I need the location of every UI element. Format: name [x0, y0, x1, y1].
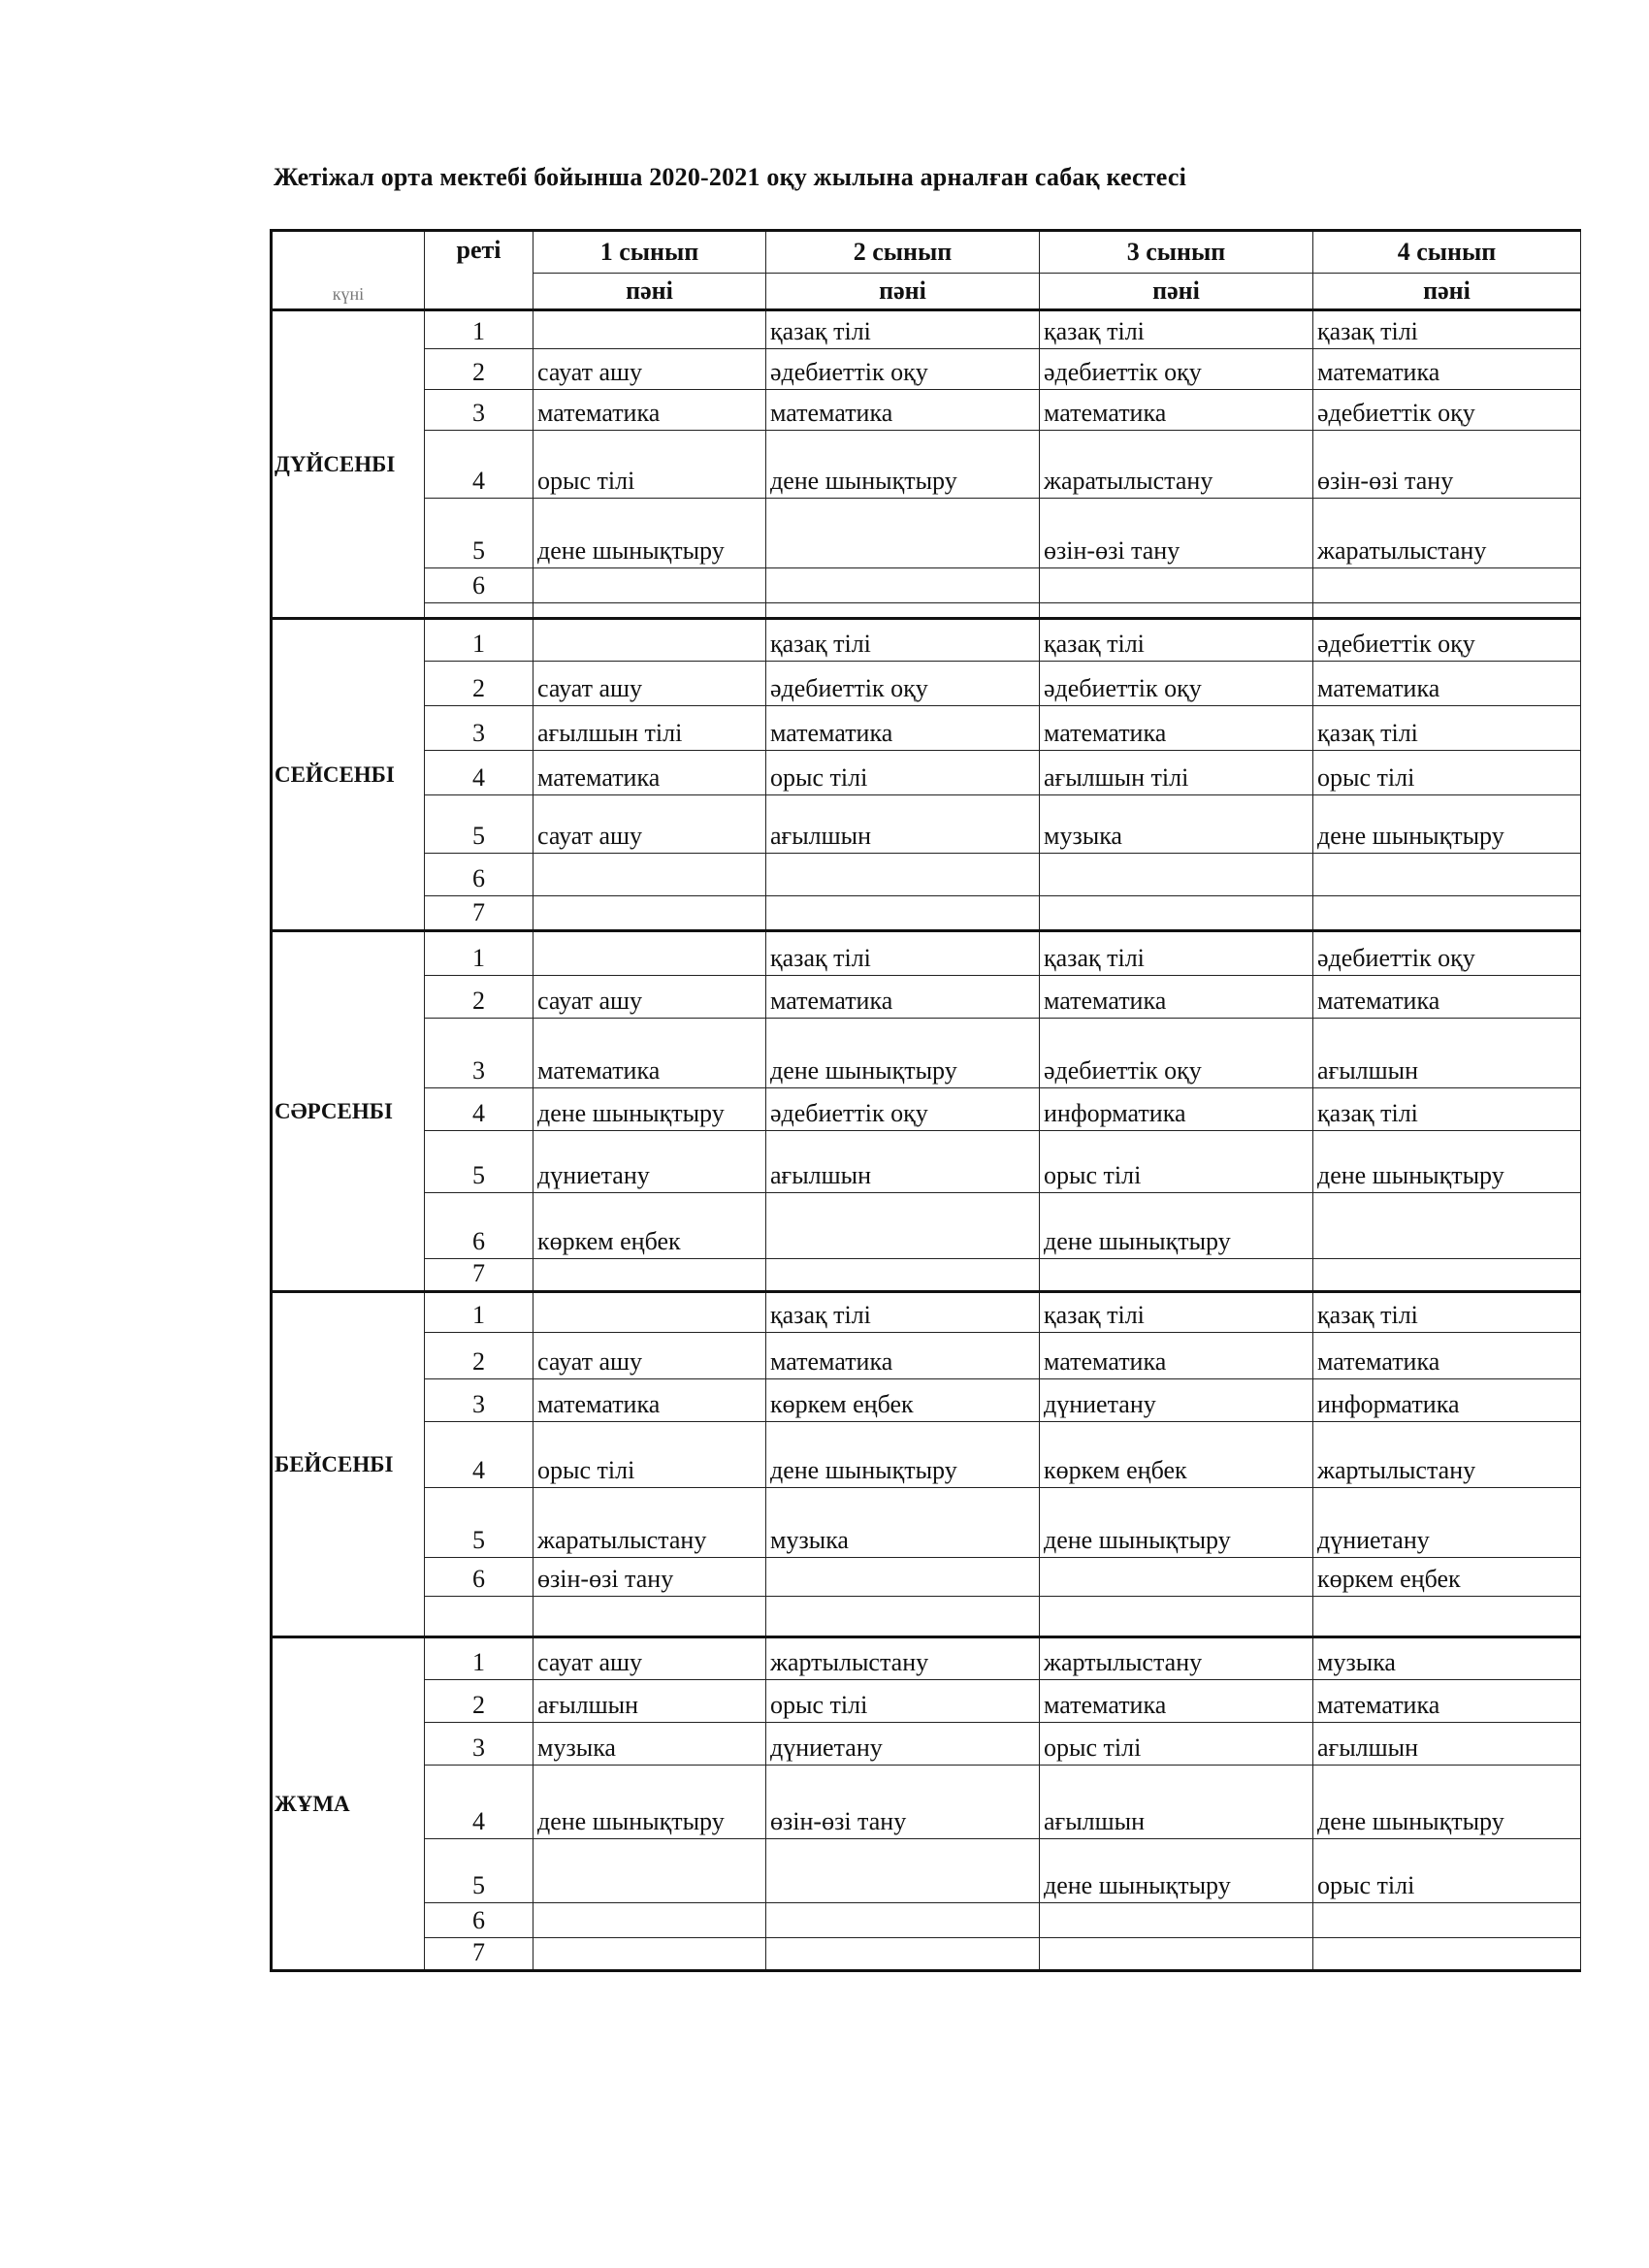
subject-class-4 [1313, 1259, 1581, 1292]
subject-class-1: математика [534, 390, 766, 431]
subject-class-2: жартылыстану [766, 1637, 1040, 1680]
subject-class-1: математика [534, 1379, 766, 1422]
subject-class-2: дене шынықтыру [766, 1019, 1040, 1088]
subject-class-2: орыс тілі [766, 751, 1040, 795]
subject-class-4 [1313, 1903, 1581, 1938]
subject-class-3: жаратылыстану [1040, 431, 1313, 499]
subject-class-1: жаратылыстану [534, 1488, 766, 1558]
subject-class-3: әдебиеттік оқу [1040, 349, 1313, 390]
lesson-number: 3 [425, 1723, 534, 1766]
table-row [272, 310, 1581, 349]
table-row [272, 706, 1581, 751]
subject-class-3 [1040, 854, 1313, 896]
lesson-number: 1 [425, 310, 534, 349]
subject-class-4: әдебиеттік оқу [1313, 390, 1581, 431]
subject-class-4: информатика [1313, 1379, 1581, 1422]
lesson-number: 1 [425, 1637, 534, 1680]
table-row [272, 1723, 1581, 1766]
table-row [272, 1637, 1581, 1680]
table-row [272, 751, 1581, 795]
subject-class-2: математика [766, 1333, 1040, 1379]
subject-class-1: сауат ашу [534, 795, 766, 854]
table-row [272, 1259, 1581, 1292]
table-row [272, 1558, 1581, 1597]
subject-class-4: әдебиеттік оқу [1313, 931, 1581, 976]
subject-class-4: ағылшын [1313, 1019, 1581, 1088]
subject-class-1 [534, 603, 766, 619]
class-2-header: 2 сынып [766, 231, 1040, 274]
subject-class-1: ағылшын тілі [534, 706, 766, 751]
subject-class-4: дүниетану [1313, 1488, 1581, 1558]
subject-class-2 [766, 1259, 1040, 1292]
table-row [272, 390, 1581, 431]
subject-class-3: математика [1040, 706, 1313, 751]
subject-class-1 [534, 1903, 766, 1938]
subject-class-3: дене шынықтыру [1040, 1488, 1313, 1558]
subject-class-2: әдебиеттік оқу [766, 662, 1040, 706]
day-name: ЖҰМА [272, 1637, 425, 1971]
subject-class-1: сауат ашу [534, 1637, 766, 1680]
subject-class-4 [1313, 603, 1581, 619]
subject-header: пәні [1040, 274, 1313, 310]
subject-class-2: музыка [766, 1488, 1040, 1558]
lesson-number: 6 [425, 1193, 534, 1259]
subject-class-1: ағылшын [534, 1680, 766, 1723]
table-row [272, 1766, 1581, 1839]
subject-class-4: қазақ тілі [1313, 310, 1581, 349]
subject-class-1 [534, 1292, 766, 1333]
subject-class-4: жартылыстану [1313, 1422, 1581, 1488]
subject-header: пәні [1313, 274, 1581, 310]
table-row [272, 1333, 1581, 1379]
subject-class-3 [1040, 896, 1313, 931]
subject-class-3: информатика [1040, 1088, 1313, 1131]
class-1-header: 1 сынып [534, 231, 766, 274]
subject-class-4: әдебиеттік оқу [1313, 619, 1581, 662]
table-row [272, 349, 1581, 390]
table-row [272, 1131, 1581, 1193]
subject-class-3: ағылшын [1040, 1766, 1313, 1839]
lesson-number [425, 603, 534, 619]
subject-class-4 [1313, 854, 1581, 896]
table-row [272, 568, 1581, 603]
lesson-number: 1 [425, 1292, 534, 1333]
table-row [272, 854, 1581, 896]
subject-class-4: математика [1313, 1680, 1581, 1723]
table-header [272, 231, 1581, 310]
subject-class-1 [534, 1597, 766, 1637]
table-row [272, 431, 1581, 499]
subject-class-2 [766, 603, 1040, 619]
subject-class-4: математика [1313, 349, 1581, 390]
subject-class-4 [1313, 1193, 1581, 1259]
lesson-number: 2 [425, 1680, 534, 1723]
subject-class-3: ағылшын тілі [1040, 751, 1313, 795]
table-row [272, 1597, 1581, 1637]
table-row [272, 1839, 1581, 1903]
page-title: Жетіжал орта мектебі бойынша 2020-2021 оқу жылына арналған сабақ кестесі [274, 163, 1186, 191]
subject-class-2: қазақ тілі [766, 931, 1040, 976]
subject-class-4: математика [1313, 662, 1581, 706]
table-row [272, 896, 1581, 931]
subject-class-3 [1040, 1259, 1313, 1292]
lesson-number: 6 [425, 568, 534, 603]
subject-class-4 [1313, 568, 1581, 603]
subject-class-1 [534, 310, 766, 349]
table-row [272, 1422, 1581, 1488]
day-name: СЕЙСЕНБІ [272, 619, 425, 931]
lesson-number: 3 [425, 706, 534, 751]
subject-class-3: дене шынықтыру [1040, 1839, 1313, 1903]
subject-class-3: қазақ тілі [1040, 1292, 1313, 1333]
subject-class-1: сауат ашу [534, 349, 766, 390]
table-row [272, 1379, 1581, 1422]
subject-class-2 [766, 1938, 1040, 1971]
subject-class-1: өзін-өзі тану [534, 1558, 766, 1597]
subject-class-1 [534, 854, 766, 896]
subject-class-3: қазақ тілі [1040, 619, 1313, 662]
lesson-number: 2 [425, 349, 534, 390]
lesson-number: 3 [425, 1379, 534, 1422]
table-row [272, 1488, 1581, 1558]
lesson-number: 2 [425, 662, 534, 706]
subject-class-1 [534, 1259, 766, 1292]
subject-class-2: қазақ тілі [766, 310, 1040, 349]
subject-class-2: дене шынықтыру [766, 431, 1040, 499]
subject-class-4: дене шынықтыру [1313, 1131, 1581, 1193]
subject-class-3 [1040, 1938, 1313, 1971]
table-row [272, 1292, 1581, 1333]
subject-header: пәні [534, 274, 766, 310]
subject-class-4: қазақ тілі [1313, 706, 1581, 751]
subject-class-3: қазақ тілі [1040, 931, 1313, 976]
subject-class-1: математика [534, 751, 766, 795]
subject-class-2 [766, 1193, 1040, 1259]
subject-class-3: математика [1040, 1680, 1313, 1723]
lesson-number: 2 [425, 1333, 534, 1379]
table-row [272, 1019, 1581, 1088]
lesson-number: 4 [425, 1422, 534, 1488]
subject-class-3: өзін-өзі тану [1040, 499, 1313, 568]
subject-class-3: әдебиеттік оқу [1040, 1019, 1313, 1088]
subject-class-2 [766, 568, 1040, 603]
subject-class-3 [1040, 603, 1313, 619]
subject-class-4 [1313, 1597, 1581, 1637]
subject-class-1 [534, 1938, 766, 1971]
lesson-number: 3 [425, 390, 534, 431]
subject-class-3: әдебиеттік оқу [1040, 662, 1313, 706]
subject-class-2 [766, 1597, 1040, 1637]
subject-class-2: әдебиеттік оқу [766, 349, 1040, 390]
schedule-body [272, 310, 1581, 1971]
subject-class-3: орыс тілі [1040, 1131, 1313, 1193]
subject-class-2: әдебиеттік оқу [766, 1088, 1040, 1131]
subject-class-4: қазақ тілі [1313, 1088, 1581, 1131]
subject-class-2 [766, 1558, 1040, 1597]
lesson-number: 7 [425, 1259, 534, 1292]
class-3-header: 3 сынып [1040, 231, 1313, 274]
lesson-number: 1 [425, 931, 534, 976]
lesson-number: 3 [425, 1019, 534, 1088]
subject-class-3: математика [1040, 390, 1313, 431]
subject-class-2: математика [766, 706, 1040, 751]
subject-class-4: жаратылыстану [1313, 499, 1581, 568]
subject-class-1 [534, 1839, 766, 1903]
lesson-number: 5 [425, 499, 534, 568]
lesson-number: 6 [425, 1558, 534, 1597]
lesson-number [425, 1597, 534, 1637]
lesson-number: 6 [425, 854, 534, 896]
lesson-number: 2 [425, 976, 534, 1019]
subject-class-2 [766, 1839, 1040, 1903]
subject-class-1: дүниетану [534, 1131, 766, 1193]
subject-header: пәні [766, 274, 1040, 310]
table-row [272, 1680, 1581, 1723]
subject-class-4: қазақ тілі [1313, 1292, 1581, 1333]
subject-class-3: дене шынықтыру [1040, 1193, 1313, 1259]
subject-class-2 [766, 854, 1040, 896]
day-name: ДҮЙСЕНБІ [272, 310, 425, 619]
subject-class-3 [1040, 1903, 1313, 1938]
subject-class-1: орыс тілі [534, 1422, 766, 1488]
subject-class-3: музыка [1040, 795, 1313, 854]
table-row [272, 499, 1581, 568]
table-row [272, 1193, 1581, 1259]
subject-class-4: дене шынықтыру [1313, 1766, 1581, 1839]
day-name: БЕЙСЕНБІ [272, 1292, 425, 1637]
lesson-number: 5 [425, 1839, 534, 1903]
subject-class-4: математика [1313, 976, 1581, 1019]
lesson-number: 7 [425, 896, 534, 931]
subject-class-1: дене шынықтыру [534, 499, 766, 568]
lesson-number: 4 [425, 431, 534, 499]
lesson-number: 7 [425, 1938, 534, 1971]
subject-class-2: дүниетану [766, 1723, 1040, 1766]
subject-class-3 [1040, 1558, 1313, 1597]
order-column-header: реті [425, 231, 534, 310]
subject-class-2: қазақ тілі [766, 619, 1040, 662]
subject-class-1 [534, 896, 766, 931]
day-name: СӘРСЕНБІ [272, 931, 425, 1292]
table-row [272, 619, 1581, 662]
table-row [272, 1903, 1581, 1938]
subject-class-3: көркем еңбек [1040, 1422, 1313, 1488]
subject-class-2: өзін-өзі тану [766, 1766, 1040, 1839]
subject-class-1: сауат ашу [534, 662, 766, 706]
table-row [272, 931, 1581, 976]
subject-class-4: музыка [1313, 1637, 1581, 1680]
subject-class-2: математика [766, 390, 1040, 431]
subject-class-1 [534, 931, 766, 976]
subject-class-2: көркем еңбек [766, 1379, 1040, 1422]
subject-class-2: ағылшын [766, 795, 1040, 854]
subject-class-1: сауат ашу [534, 1333, 766, 1379]
subject-class-2: математика [766, 976, 1040, 1019]
table-row [272, 1088, 1581, 1131]
subject-class-3 [1040, 568, 1313, 603]
table-row [272, 795, 1581, 854]
lesson-number: 4 [425, 1088, 534, 1131]
subject-class-3: орыс тілі [1040, 1723, 1313, 1766]
subject-class-1: орыс тілі [534, 431, 766, 499]
subject-class-3 [1040, 1597, 1313, 1637]
lesson-number: 4 [425, 751, 534, 795]
table-row [272, 1938, 1581, 1971]
subject-class-1 [534, 568, 766, 603]
subject-class-4: орыс тілі [1313, 751, 1581, 795]
lesson-number: 5 [425, 795, 534, 854]
subject-class-4: көркем еңбек [1313, 1558, 1581, 1597]
subject-class-1 [534, 619, 766, 662]
subject-class-4: орыс тілі [1313, 1839, 1581, 1903]
lesson-number: 1 [425, 619, 534, 662]
subject-class-3: жартылыстану [1040, 1637, 1313, 1680]
subject-class-1: математика [534, 1019, 766, 1088]
table-row [272, 662, 1581, 706]
table-row [272, 976, 1581, 1019]
subject-class-2 [766, 1903, 1040, 1938]
subject-class-1: көркем еңбек [534, 1193, 766, 1259]
class-4-header: 4 сынып [1313, 231, 1581, 274]
subject-class-1: дене шынықтыру [534, 1766, 766, 1839]
table-row [272, 603, 1581, 619]
subject-class-4: ағылшын [1313, 1723, 1581, 1766]
subject-class-3: қазақ тілі [1040, 310, 1313, 349]
subject-class-1: дене шынықтыру [534, 1088, 766, 1131]
subject-class-1: музыка [534, 1723, 766, 1766]
subject-class-4: өзін-өзі тану [1313, 431, 1581, 499]
subject-class-3: математика [1040, 976, 1313, 1019]
subject-class-4 [1313, 1938, 1581, 1971]
lesson-number: 5 [425, 1488, 534, 1558]
subject-class-2: ағылшын [766, 1131, 1040, 1193]
subject-class-2: дене шынықтыру [766, 1422, 1040, 1488]
subject-class-4: дене шынықтыру [1313, 795, 1581, 854]
schedule-table [270, 229, 1581, 1972]
lesson-number: 4 [425, 1766, 534, 1839]
subject-class-4 [1313, 896, 1581, 931]
lesson-number: 5 [425, 1131, 534, 1193]
subject-class-2 [766, 896, 1040, 931]
subject-class-2: орыс тілі [766, 1680, 1040, 1723]
subject-class-1: сауат ашу [534, 976, 766, 1019]
subject-class-4: математика [1313, 1333, 1581, 1379]
lesson-number: 6 [425, 1903, 534, 1938]
subject-class-2: қазақ тілі [766, 1292, 1040, 1333]
subject-class-2 [766, 499, 1040, 568]
subject-class-3: математика [1040, 1333, 1313, 1379]
subject-class-3: дүниетану [1040, 1379, 1313, 1422]
day-column-header: күні [272, 231, 425, 310]
